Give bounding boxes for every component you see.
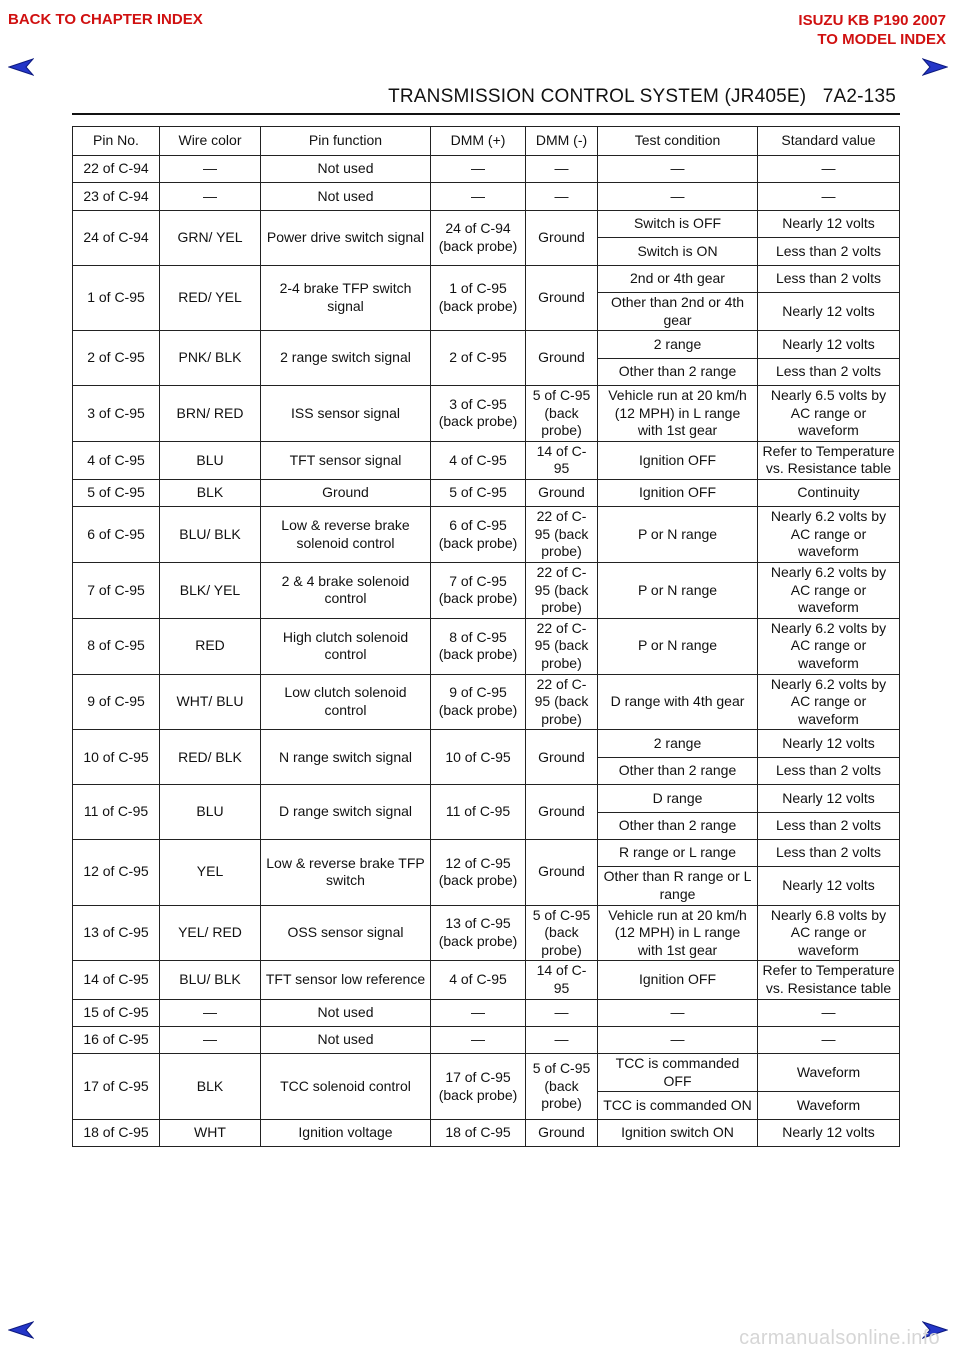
- wire-color-cell: BLK/ YEL: [160, 563, 261, 619]
- dmm-positive-cell: 1 of C-95 (back probe): [431, 265, 526, 331]
- back-to-chapter-index-link[interactable]: BACK TO CHAPTER INDEX: [8, 11, 203, 28]
- standard-value-cell: Nearly 12 volts: [758, 292, 900, 330]
- pin-function-cell: Low clutch solenoid control: [261, 674, 431, 730]
- dmm-positive-cell: —: [431, 183, 526, 210]
- standard-value-cell: Less than 2 volts: [758, 358, 900, 385]
- table-row: [73, 839, 900, 866]
- table-row: [73, 961, 900, 999]
- standard-value-cell: Refer to Temperature vs. Resistance table: [758, 441, 900, 479]
- table-row: [73, 618, 900, 674]
- column-header: DMM (-): [526, 127, 598, 156]
- dmm-positive-cell: 24 of C-94 (back probe): [431, 210, 526, 265]
- standard-value-cell: —: [758, 1026, 900, 1053]
- test-condition-cell: —: [598, 999, 758, 1026]
- standard-value-cell: Nearly 6.2 volts by AC range or waveform: [758, 674, 900, 730]
- standard-value-cell: —: [758, 156, 900, 183]
- dmm-negative-cell: Ground: [526, 839, 598, 905]
- dmm-negative-cell: Ground: [526, 785, 598, 840]
- table-row: [73, 999, 900, 1026]
- wire-color-cell: GRN/ YEL: [160, 210, 261, 265]
- make-line: ISUZU KB P190 2007: [798, 12, 946, 29]
- standard-value-cell: —: [758, 999, 900, 1026]
- dmm-negative-cell: 14 of C-95: [526, 441, 598, 479]
- table-header-row: [73, 127, 900, 156]
- pin-cell: 17 of C-95: [73, 1054, 160, 1120]
- dmm-positive-cell: 6 of C-95 (back probe): [431, 507, 526, 563]
- model-index-link[interactable]: [798, 11, 946, 49]
- pin-cell: 16 of C-95: [73, 1026, 160, 1053]
- section-title: TRANSMISSION CONTROL SYSTEM (JR405E): [388, 86, 807, 107]
- dmm-positive-cell: 8 of C-95 (back probe): [431, 618, 526, 674]
- pin-cell: 24 of C-94: [73, 210, 160, 265]
- standard-value-cell: Nearly 12 volts: [758, 785, 900, 812]
- pin-cell: 7 of C-95: [73, 563, 160, 619]
- column-header: Pin function: [261, 127, 431, 156]
- pin-cell: 5 of C-95: [73, 479, 160, 506]
- test-condition-cell: P or N range: [598, 507, 758, 563]
- pin-function-cell: OSS sensor signal: [261, 905, 431, 961]
- dmm-negative-cell: Ground: [526, 479, 598, 506]
- pin-function-cell: 2 range switch signal: [261, 331, 431, 386]
- test-condition-cell: 2nd or 4th gear: [598, 265, 758, 292]
- table-row: [73, 441, 900, 479]
- page-number: 7A2-135: [822, 86, 896, 107]
- wire-color-cell: —: [160, 999, 261, 1026]
- table-row: [73, 1026, 900, 1053]
- test-condition-cell: 2 range: [598, 730, 758, 757]
- wire-color-cell: PNK/ BLK: [160, 331, 261, 386]
- test-condition-cell: —: [598, 1026, 758, 1053]
- table-row: [73, 507, 900, 563]
- pin-cell: 8 of C-95: [73, 618, 160, 674]
- previous-page-arrow-icon[interactable]: [8, 1320, 34, 1340]
- wire-color-cell: BLU/ BLK: [160, 507, 261, 563]
- dmm-negative-cell: 14 of C-95: [526, 961, 598, 999]
- dmm-negative-cell: 5 of C-95 (back probe): [526, 1054, 598, 1120]
- test-condition-cell: Other than 2 range: [598, 757, 758, 784]
- standard-value-cell: Refer to Temperature vs. Resistance table: [758, 961, 900, 999]
- table-row: [73, 785, 900, 812]
- wire-color-cell: RED: [160, 618, 261, 674]
- standard-value-cell: Less than 2 volts: [758, 839, 900, 866]
- test-condition-cell: Other than 2 range: [598, 812, 758, 839]
- previous-page-arrow-icon[interactable]: [8, 57, 34, 77]
- standard-value-cell: Waveform: [758, 1054, 900, 1092]
- column-header: Pin No.: [73, 127, 160, 156]
- pin-function-cell: Not used: [261, 999, 431, 1026]
- column-header: Wire color: [160, 127, 261, 156]
- table-row: [73, 331, 900, 358]
- standard-value-cell: Nearly 6.2 volts by AC range or waveform: [758, 507, 900, 563]
- column-header: DMM (+): [431, 127, 526, 156]
- dmm-negative-cell: 22 of C-95 (back probe): [526, 563, 598, 619]
- pin-function-cell: TCC solenoid control: [261, 1054, 431, 1120]
- standard-value-cell: —: [758, 183, 900, 210]
- pin-cell: 22 of C-94: [73, 156, 160, 183]
- dmm-negative-cell: Ground: [526, 210, 598, 265]
- table-row: [73, 385, 900, 441]
- standard-value-cell: Nearly 12 volts: [758, 730, 900, 757]
- header-rule: [72, 113, 900, 115]
- pin-cell: 6 of C-95: [73, 507, 160, 563]
- test-condition-cell: R range or L range: [598, 839, 758, 866]
- pin-function-cell: 2 & 4 brake solenoid control: [261, 563, 431, 619]
- test-condition-cell: P or N range: [598, 563, 758, 619]
- standard-value-cell: Nearly 12 volts: [758, 210, 900, 237]
- pin-function-cell: Power drive switch signal: [261, 210, 431, 265]
- column-header: Test condition: [598, 127, 758, 156]
- dmm-negative-cell: Ground: [526, 730, 598, 785]
- table-row: [73, 1054, 900, 1092]
- test-condition-cell: P or N range: [598, 618, 758, 674]
- pin-function-cell: Not used: [261, 183, 431, 210]
- dmm-negative-cell: —: [526, 156, 598, 183]
- standard-value-cell: Nearly 12 volts: [758, 867, 900, 905]
- pin-function-cell: High clutch solenoid control: [261, 618, 431, 674]
- pin-cell: 9 of C-95: [73, 674, 160, 730]
- wire-color-cell: —: [160, 1026, 261, 1053]
- dmm-negative-cell: —: [526, 183, 598, 210]
- standard-value-cell: Continuity: [758, 479, 900, 506]
- wire-color-cell: BLU/ BLK: [160, 961, 261, 999]
- pin-function-cell: TFT sensor signal: [261, 441, 431, 479]
- standard-value-cell: Nearly 12 volts: [758, 1119, 900, 1146]
- pin-function-cell: N range switch signal: [261, 730, 431, 785]
- standard-value-cell: Nearly 12 volts: [758, 331, 900, 358]
- test-condition-cell: D range with 4th gear: [598, 674, 758, 730]
- standard-value-cell: Less than 2 volts: [758, 812, 900, 839]
- standard-value-cell: Less than 2 volts: [758, 238, 900, 265]
- pin-cell: 3 of C-95: [73, 385, 160, 441]
- pin-cell: 15 of C-95: [73, 999, 160, 1026]
- test-condition-cell: TCC is commanded OFF: [598, 1054, 758, 1092]
- pin-function-cell: Ground: [261, 479, 431, 506]
- wire-color-cell: RED/ YEL: [160, 265, 261, 331]
- dmm-positive-cell: 7 of C-95 (back probe): [431, 563, 526, 619]
- standard-value-cell: Less than 2 volts: [758, 265, 900, 292]
- dmm-negative-cell: 22 of C-95 (back probe): [526, 618, 598, 674]
- to-model-index-label: TO MODEL INDEX: [817, 31, 946, 48]
- dmm-positive-cell: 5 of C-95: [431, 479, 526, 506]
- pin-function-cell: Low & reverse brake solenoid control: [261, 507, 431, 563]
- page-header: [388, 86, 896, 108]
- standard-value-cell: Nearly 6.5 volts by AC range or waveform: [758, 385, 900, 441]
- dmm-negative-cell: Ground: [526, 331, 598, 386]
- test-condition-cell: —: [598, 156, 758, 183]
- test-condition-cell: Ignition switch ON: [598, 1119, 758, 1146]
- pin-cell: 12 of C-95: [73, 839, 160, 905]
- dmm-negative-cell: Ground: [526, 265, 598, 331]
- test-condition-cell: Switch is OFF: [598, 210, 758, 237]
- test-condition-cell: Other than 2 range: [598, 358, 758, 385]
- test-condition-cell: D range: [598, 785, 758, 812]
- pin-function-cell: Not used: [261, 156, 431, 183]
- dmm-positive-cell: 18 of C-95: [431, 1119, 526, 1146]
- test-condition-cell: —: [598, 183, 758, 210]
- table-row: [73, 674, 900, 730]
- dmm-positive-cell: 12 of C-95 (back probe): [431, 839, 526, 905]
- pin-function-cell: TFT sensor low reference: [261, 961, 431, 999]
- test-condition-cell: Other than R range or L range: [598, 867, 758, 905]
- standard-value-cell: Nearly 6.2 volts by AC range or waveform: [758, 563, 900, 619]
- table-row: [73, 730, 900, 757]
- dmm-positive-cell: —: [431, 999, 526, 1026]
- pin-cell: 14 of C-95: [73, 961, 160, 999]
- dmm-negative-cell: 5 of C-95 (back probe): [526, 905, 598, 961]
- dmm-negative-cell: 22 of C-95 (back probe): [526, 674, 598, 730]
- test-condition-cell: 2 range: [598, 331, 758, 358]
- dmm-positive-cell: 4 of C-95: [431, 961, 526, 999]
- table-row: [73, 210, 900, 237]
- column-header: Standard value: [758, 127, 900, 156]
- wire-color-cell: BLK: [160, 479, 261, 506]
- table-row: [73, 183, 900, 210]
- standard-value-cell: Less than 2 volts: [758, 757, 900, 784]
- next-page-arrow-icon[interactable]: [922, 57, 948, 77]
- dmm-negative-cell: 5 of C-95 (back probe): [526, 385, 598, 441]
- test-condition-cell: Ignition OFF: [598, 441, 758, 479]
- dmm-positive-cell: 4 of C-95: [431, 441, 526, 479]
- test-condition-cell: TCC is commanded ON: [598, 1092, 758, 1119]
- wire-color-cell: YEL: [160, 839, 261, 905]
- wire-color-cell: YEL/ RED: [160, 905, 261, 961]
- table-row: [73, 563, 900, 619]
- pin-function-cell: Low & reverse brake TFP switch: [261, 839, 431, 905]
- wire-color-cell: BLU: [160, 785, 261, 840]
- dmm-positive-cell: 11 of C-95: [431, 785, 526, 840]
- dmm-positive-cell: 2 of C-95: [431, 331, 526, 386]
- wire-color-cell: RED/ BLK: [160, 730, 261, 785]
- pin-function-cell: 2-4 brake TFP switch signal: [261, 265, 431, 331]
- pin-cell: 18 of C-95: [73, 1119, 160, 1146]
- table-row: [73, 479, 900, 506]
- dmm-positive-cell: 17 of C-95 (back probe): [431, 1054, 526, 1120]
- table-body: [73, 156, 900, 1147]
- test-condition-cell: Other than 2nd or 4th gear: [598, 292, 758, 330]
- test-condition-cell: Ignition OFF: [598, 961, 758, 999]
- pin-cell: 13 of C-95: [73, 905, 160, 961]
- test-condition-cell: Vehicle run at 20 km/h (12 MPH) in L range with 1st gear: [598, 385, 758, 441]
- pin-cell: 11 of C-95: [73, 785, 160, 840]
- wire-color-cell: —: [160, 156, 261, 183]
- dmm-positive-cell: —: [431, 1026, 526, 1053]
- pin-cell: 10 of C-95: [73, 730, 160, 785]
- pin-function-cell: ISS sensor signal: [261, 385, 431, 441]
- dmm-positive-cell: 3 of C-95 (back probe): [431, 385, 526, 441]
- wire-color-cell: WHT/ BLU: [160, 674, 261, 730]
- pin-cell: 2 of C-95: [73, 331, 160, 386]
- standard-value-cell: Nearly 6.2 volts by AC range or waveform: [758, 618, 900, 674]
- wire-color-cell: WHT: [160, 1119, 261, 1146]
- pin-specification-table: [72, 126, 900, 1147]
- pin-function-cell: Ignition voltage: [261, 1119, 431, 1146]
- wire-color-cell: BRN/ RED: [160, 385, 261, 441]
- dmm-positive-cell: 9 of C-95 (back probe): [431, 674, 526, 730]
- dmm-positive-cell: 13 of C-95 (back probe): [431, 905, 526, 961]
- pin-function-cell: D range switch signal: [261, 785, 431, 840]
- test-condition-cell: Vehicle run at 20 km/h (12 MPH) in L range with 1st gear: [598, 905, 758, 961]
- standard-value-cell: Nearly 6.8 volts by AC range or waveform: [758, 905, 900, 961]
- wire-color-cell: BLK: [160, 1054, 261, 1120]
- test-condition-cell: Ignition OFF: [598, 479, 758, 506]
- pin-cell: 23 of C-94: [73, 183, 160, 210]
- dmm-negative-cell: 22 of C-95 (back probe): [526, 507, 598, 563]
- dmm-positive-cell: 10 of C-95: [431, 730, 526, 785]
- wire-color-cell: BLU: [160, 441, 261, 479]
- table-row: [73, 265, 900, 292]
- wire-color-cell: —: [160, 183, 261, 210]
- test-condition-cell: Switch is ON: [598, 238, 758, 265]
- standard-value-cell: Waveform: [758, 1092, 900, 1119]
- watermark: carmanualsonline.info: [739, 1327, 940, 1349]
- dmm-negative-cell: Ground: [526, 1119, 598, 1146]
- dmm-negative-cell: —: [526, 999, 598, 1026]
- dmm-negative-cell: —: [526, 1026, 598, 1053]
- pin-cell: 1 of C-95: [73, 265, 160, 331]
- pin-cell: 4 of C-95: [73, 441, 160, 479]
- dmm-positive-cell: —: [431, 156, 526, 183]
- table-row: [73, 905, 900, 961]
- pin-function-cell: Not used: [261, 1026, 431, 1053]
- table-row: [73, 1119, 900, 1146]
- table-row: [73, 156, 900, 183]
